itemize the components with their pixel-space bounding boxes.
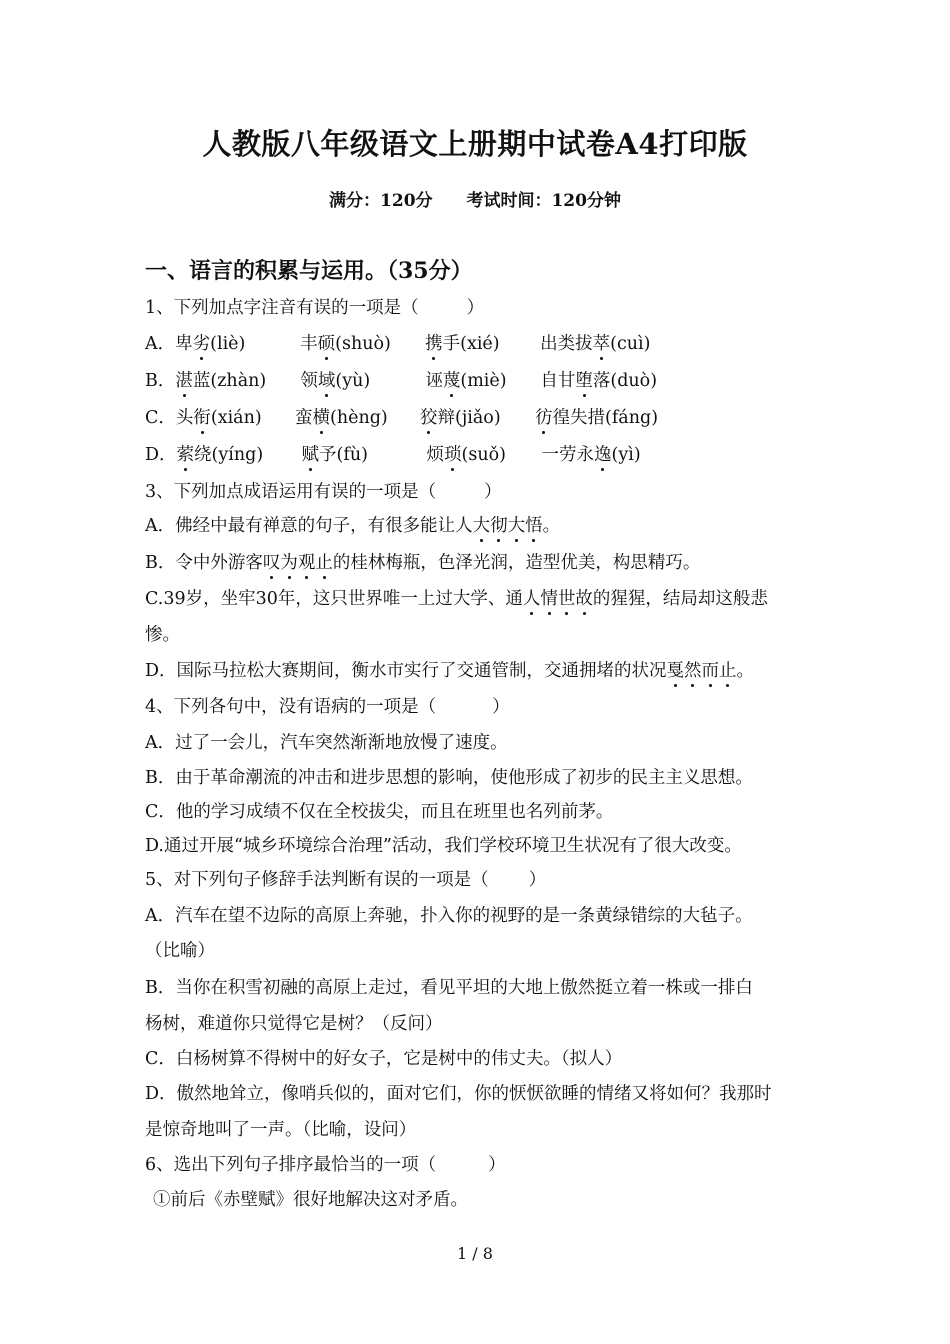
question-6-stem: 6、选出下列句子排序最恰当的一项（ ） bbox=[145, 1155, 506, 1175]
page-number: 1 / 8 bbox=[457, 1244, 493, 1263]
exam-title: 人教版八年级语文上册期中试卷A4打印版 bbox=[202, 127, 748, 161]
question-1-option-a: A．卑劣(liè) 丰硕(shuò) 携手(xié) 出类拔萃(cuì) bbox=[145, 330, 650, 355]
question-5-stem: 5、对下列句子修辞手法判断有误的一项是（ ） bbox=[145, 870, 547, 890]
question-4-option-a: A．过了一会儿，汽车突然渐渐地放慢了速度。 bbox=[145, 733, 508, 753]
exam-time: 考试时间：120分钟 bbox=[466, 191, 621, 211]
question-5-option-b-cont: 杨树，难道你只觉得它是树？（反问） bbox=[145, 1014, 443, 1034]
question-3-option-b: B．令中外游客叹为观止的桂林梅瓶，色泽光润，造型优美，构思精巧。 bbox=[145, 549, 700, 574]
question-5-option-b: B．当你在积雪初融的高原上走过，看见平坦的大地上傲然挺立着一株或一排白 bbox=[145, 978, 753, 998]
question-6-item-1: ①前后《赤壁赋》很好地解决这对矛盾。 bbox=[153, 1190, 468, 1210]
question-5-option-d-cont: 是惊奇地叫了一声。（比喻，设问） bbox=[145, 1120, 417, 1140]
question-1-option-b: B．湛蓝(zhàn) 领域(yù) 诬蔑(miè) 自甘堕落(duò) bbox=[145, 367, 657, 392]
question-1-stem: 1、下列加点字注音有误的一项是（ ） bbox=[145, 298, 485, 318]
full-score: 满分：120分 bbox=[329, 191, 433, 211]
question-3-option-a: A．佛经中最有禅意的句子，有很多能让人大彻大悟。 bbox=[145, 512, 560, 537]
question-3-option-c: C.39岁，坐牢30年，这只世界唯一上过大学、通人情世故的猩猩，结局却这般悲 bbox=[145, 585, 768, 610]
question-3-option-d: D．国际马拉松大赛期间，衡水市实行了交通管制，交通拥堵的状况戛然而止。 bbox=[145, 657, 754, 682]
question-5-option-d: D．傲然地耸立，像哨兵似的，面对它们，你的恹恹欲睡的情绪又将如何？我那时 bbox=[145, 1084, 772, 1104]
exam-subtitle bbox=[0, 186, 950, 211]
question-3-option-c-cont: 惨。 bbox=[145, 625, 180, 645]
question-5-option-c: C．白杨树算不得树中的好女子，它是树中的伟丈夫。（拟人） bbox=[145, 1049, 623, 1069]
section-heading: 一、语言的积累与运用。（35分） bbox=[145, 258, 473, 284]
question-1-option-c: C．头衔(xián) 蛮横(hèng) 狡辩(jiǎo) 彷徨失措(fáng) bbox=[145, 404, 658, 429]
question-1-option-d: D．萦绕(yíng) 赋予(fù) 烦琐(suǒ) 一劳永逸(yì) bbox=[145, 441, 641, 466]
question-4-option-d: D.通过开展“城乡环境综合治理”活动，我们学校环境卫生状况有了很大改变。 bbox=[145, 836, 742, 856]
question-3-stem: 3、下列加点成语运用有误的一项是（ ） bbox=[145, 482, 502, 502]
question-5-option-a-note: （比喻） bbox=[145, 941, 215, 961]
question-4-option-c: C．他的学习成绩不仅在全校拔尖，而且在班里也名列前茅。 bbox=[145, 802, 614, 822]
question-5-option-a: A．汽车在望不边际的高原上奔驰，扑入你的视野的是一条黄绿错综的大毡子。 bbox=[145, 906, 753, 926]
question-4-stem: 4、下列各句中，没有语病的一项是（ ） bbox=[145, 697, 510, 717]
question-4-option-b: B．由于革命潮流的冲击和进步思想的影响，使他形成了初步的民主主义思想。 bbox=[145, 768, 753, 788]
